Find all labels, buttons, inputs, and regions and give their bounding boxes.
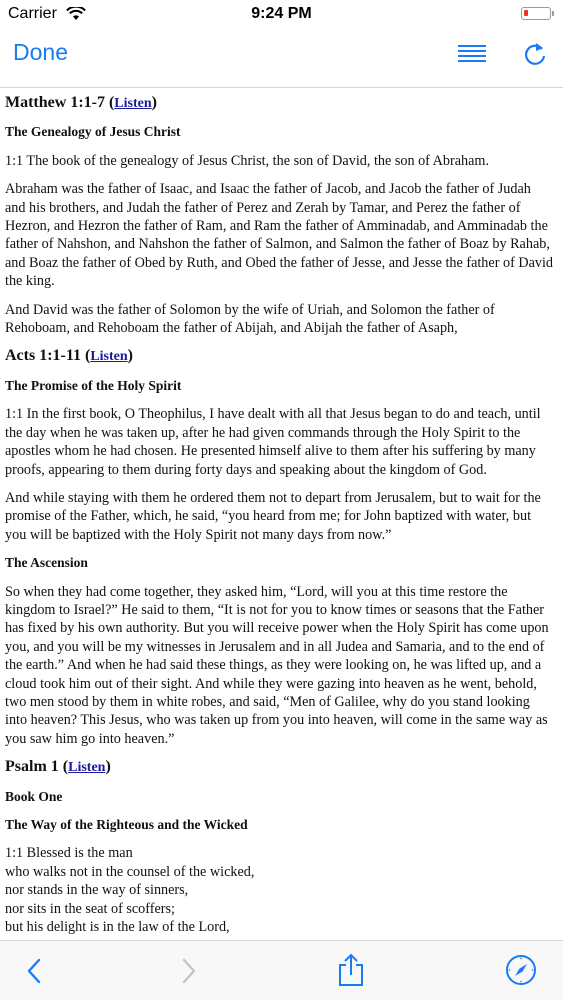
bottom-toolbar [0,940,563,1000]
poem-line: who walks not in the counsel of the wicked, [5,863,255,880]
passage-title: Matthew 1:1-7 (Listen) [5,94,157,111]
done-button[interactable]: Done [13,39,68,65]
section-heading: The Genealogy of Jesus Christ [5,124,181,140]
listen-link[interactable]: Listen [68,760,106,776]
passage-reference: Acts 1:1-11 [5,347,81,365]
forward-arrow-icon[interactable] [181,958,197,989]
list-icon[interactable] [458,44,488,69]
battery-icon [521,7,551,20]
section-heading: The Ascension [5,555,88,571]
section-heading: Book One [5,788,63,804]
navigation-bar [0,28,563,88]
share-icon[interactable] [338,953,364,992]
passage-title: Acts 1:1-11 (Listen) [5,347,133,365]
verse-paragraph: 1:1 The book of the genealogy of Jesus Christ, the son of David, the son of Abraham. [5,152,490,169]
passage-reference: Matthew 1:1-7 [5,94,105,111]
verse-paragraph: And David was the father of Solomon by the wife of Uriah, and Solomon the father of Rehoboam, and Rehoboam the father of Abijah, and Abijah the father of Asaph, [5,301,495,337]
poem-line: nor stands in the way of sinners, [5,882,189,899]
section-heading: The Way of the Righteous and the Wicked [5,817,248,832]
verse-paragraph: 1:1 In the first book, O Theophilus, I have dealt with all that Jesus began to do and teach, until the day when he was taken up, after he had given commands through the Holy Spirit to the apostles whom he had chosen. He presented himself alive to them after his suffering by many proofs, appearing to them during forty days and speaking about the kingdom of God. [5,406,541,478]
verse-paragraph: So when they had come together, they asked him, “Lord, will you at this time restore the kingdom to Israel?” He said to them, “It is not for you to know times or seasons that the Father has fixed by his own authority. But you will receive power when the Holy Spirit has come upon you, and you will be my witnesses in Jerusalem and in all Judea and Samaria, and to the end of the earth.” And when he had said these things, as they were looking on, he was lifted up, and a cloud took him out of their sight. And while they were gazing into heaven as he went, behold, two men stood by them in white robes, and said, “Men of Galilee, why do you stand looking into heaven? This Jesus, who was taken up from you into heaven, will come in the same way as you saw him go into heaven.” [5,583,549,747]
passage-reference: Psalm 1 [5,758,59,776]
poem-line: but his delight is in the law of the Lord, [5,919,230,936]
verse-paragraph: And while staying with them he ordered them not to depart from Jerusalem, but to wait for the promise of the Father, which, he said, “you heard from me; for John baptized with water, but you will be baptized with the Holy Spirit not many days from now.” [5,489,541,543]
compass-icon[interactable] [505,954,537,991]
poem-line: 1:1 Blessed is the man [5,845,133,862]
status-time: 9:24 PM [251,5,312,22]
reading-content [0,88,563,940]
section-heading: The Promise of the Holy Spirit [5,377,182,393]
verse-paragraph: Abraham was the father of Isaac, and Isaac the father of Jacob, and Jacob the father of Judah and his brothers, and Judah the father of Perez and Zerah by Tamar, and Perez the father of Hezron, and Hezron the father of Ram, and Ram the father of Amminadab, and Amminadab the father of Nahshon, and Nahshon the father of Salmon, and Salmon the father of Boaz by Rahab, and Boaz the father of Obed by Ruth, and Obed the father of Jesse, and Jesse the father of David the king. [5,181,554,290]
listen-link[interactable]: Listen [114,96,152,111]
listen-link[interactable]: Listen [90,349,128,365]
poem-line: nor sits in the seat of scoffers; [5,900,175,917]
passage-title: Psalm 1 (Listen) [5,758,111,776]
back-arrow-icon[interactable] [26,958,42,989]
carrier-label: Carrier [8,5,57,22]
status-bar [0,0,563,28]
refresh-icon[interactable] [522,40,548,73]
